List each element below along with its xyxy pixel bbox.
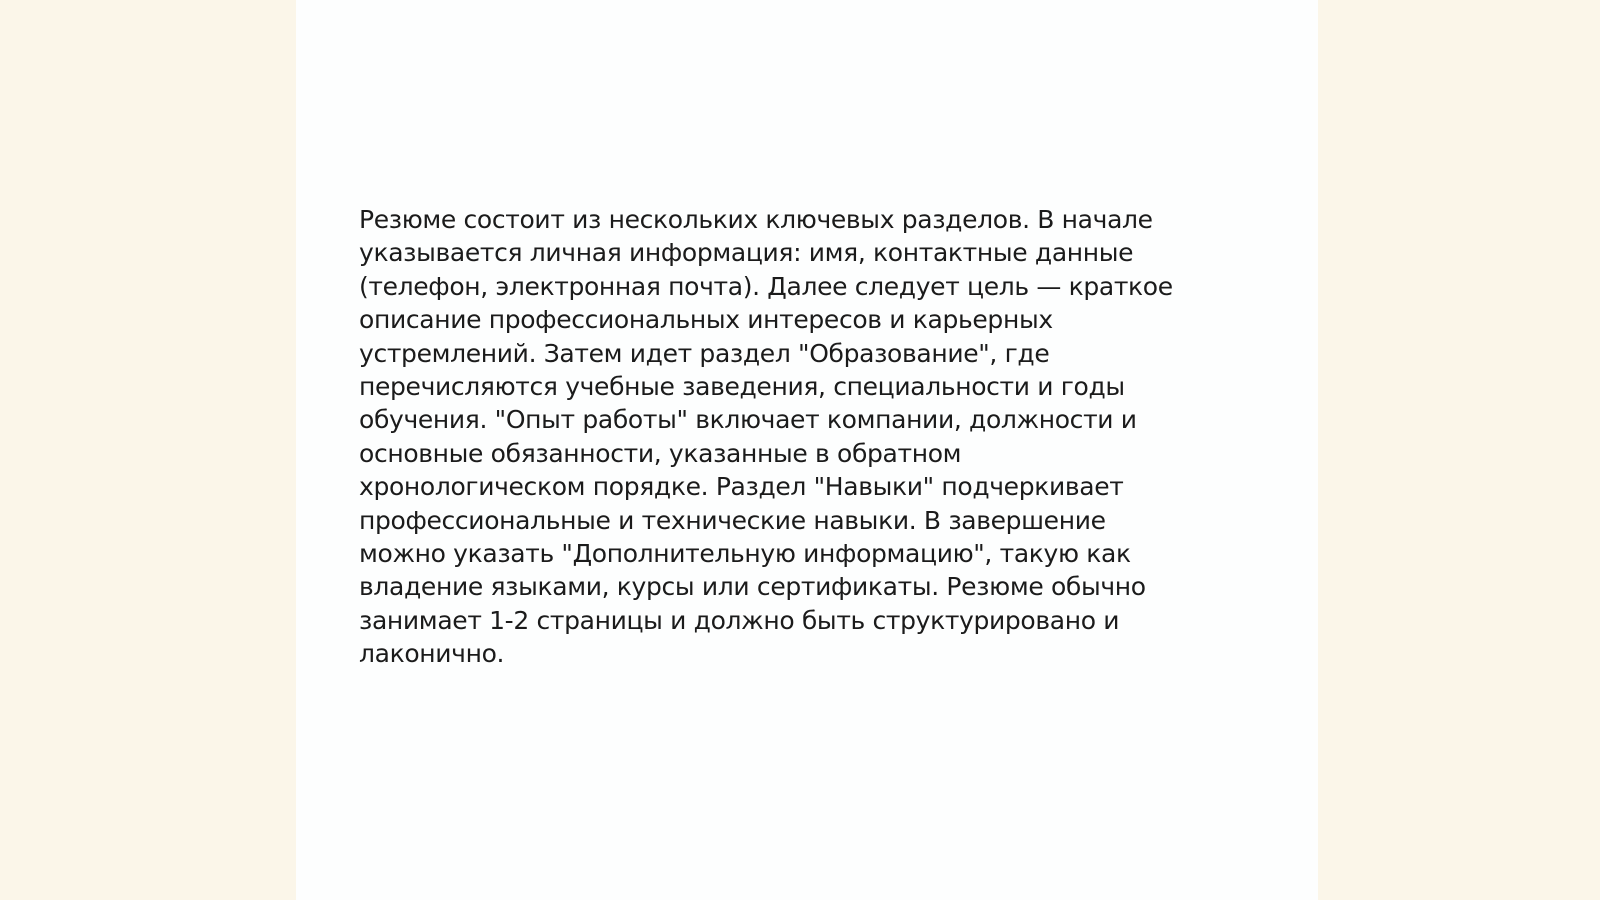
paragraph-line: хронологическом порядке. Раздел "Навыки" подчеркивает xyxy=(359,472,1124,502)
paragraph-line: основные обязанности, указанные в обратном xyxy=(359,438,962,468)
body-paragraph xyxy=(359,203,1229,671)
paragraph-line: описание профессиональных интересов и карьерных xyxy=(359,305,1053,335)
paragraph-line: лаконично. xyxy=(359,639,505,669)
paragraph-line: владение языками, курсы или сертификаты. Резюме обычно xyxy=(359,572,1146,602)
document-page xyxy=(296,0,1318,900)
paragraph-line: профессиональные и технические навыки. В завершение xyxy=(359,505,1106,535)
paragraph-line: можно указать "Дополнительную информацию", такую как xyxy=(359,539,1131,569)
paragraph-line: Резюме состоит из нескольких ключевых разделов. В начале xyxy=(359,205,1153,234)
paragraph-line: указывается личная информация: имя, контактные данные xyxy=(359,238,1134,268)
paragraph-line: (телефон, электронная почта). Далее следует цель — краткое xyxy=(359,271,1173,301)
paragraph-line: обучения. "Опыт работы" включает компании, должности и xyxy=(359,405,1137,435)
paragraph-line: устремлений. Затем идет раздел "Образование", где xyxy=(359,338,1050,368)
paragraph-line: перечисляются учебные заведения, специальности и годы xyxy=(359,372,1125,402)
paragraph-line: занимает 1-2 страницы и должно быть структурировано и xyxy=(359,605,1120,635)
